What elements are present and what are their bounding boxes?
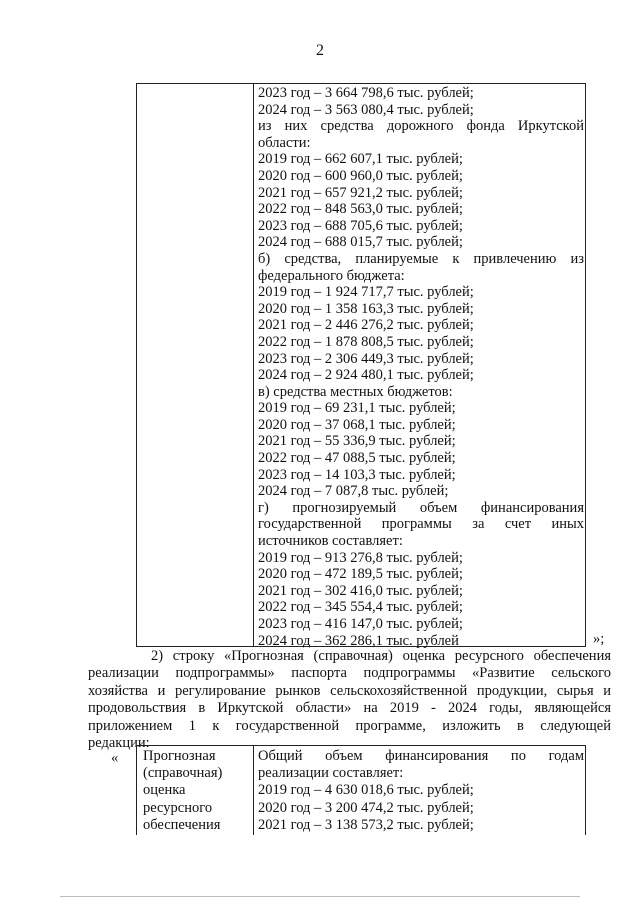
row-value-cell: [258, 748, 584, 834]
page-number: 2: [316, 42, 324, 59]
table-line: 2019 год – 4 630 018,6 тыс. рублей;: [258, 782, 474, 799]
table-line: 2024 год – 7 087,8 тыс. рублей;: [258, 483, 449, 500]
table-line: федерального бюджета:: [258, 267, 405, 284]
table-line: б) средства, планируемые к привлечению из: [258, 250, 584, 267]
table-line: 2019 год – 69 231,1 тыс. рублей;: [258, 400, 456, 417]
table-line: 2023 год – 416 147,0 тыс. рублей;: [258, 616, 463, 632]
table-line: 2022 год – 848 563,0 тыс. рублей;: [258, 201, 463, 218]
table-line: 2023 год – 2 306 449,3 тыс. рублей;: [258, 350, 474, 367]
amendment-paragraph: [88, 648, 611, 752]
table-line: 2022 год – 345 554,4 тыс. рублей;: [258, 599, 463, 616]
row-header-line: Прогнозная: [143, 748, 216, 764]
row-header-line: обеспечения: [143, 816, 221, 833]
table-line: 2021 год – 55 336,9 тыс. рублей;: [258, 433, 456, 450]
table-line: 2021 год – 302 416,0 тыс. рублей;: [258, 582, 463, 599]
table-line: области:: [258, 134, 311, 151]
table-line: государственной программы за счет иных: [258, 516, 584, 533]
table-line: Общий объем финансирования по годам: [258, 748, 584, 764]
table-line: 2024 год – 688 015,7 тыс. рублей;: [258, 234, 463, 251]
table-line: 2021 год – 3 138 573,2 тыс. рублей;: [258, 816, 474, 833]
table-line: г) прогнозируемый объем финансирования: [258, 499, 584, 516]
table-line: 2020 год – 37 068,1 тыс. рублей;: [258, 416, 456, 433]
opening-quote: «: [111, 750, 119, 766]
paragraph-line: продовольствия в Иркутской области» на 2019 - 2024 годы, являющейся: [88, 700, 611, 717]
table-line: 2024 год – 2 924 480,1 тыс. рублей;: [258, 367, 474, 384]
table-line: реализации составляет:: [258, 765, 404, 782]
paragraph-line: 2) строку «Прогнозная (справочная) оценка ресурсного обеспечения: [151, 648, 611, 664]
table-line: 2023 год – 3 664 798,6 тыс. рублей;: [258, 85, 474, 101]
paragraph-line: хозяйства и регулирование рынков сельскохозяйственной продукции, сырья и: [88, 682, 611, 699]
table-line: 2020 год – 472 189,5 тыс. рублей;: [258, 566, 463, 583]
closing-quote: »;: [593, 631, 605, 647]
row-header-line: оценка: [143, 782, 186, 799]
table-line: 2021 год – 657 921,2 тыс. рублей;: [258, 184, 463, 201]
table-line: 2019 год – 1 924 717,7 тыс. рублей;: [258, 284, 474, 301]
table-line: источников составляет:: [258, 533, 403, 550]
table-line: 2023 год – 688 705,6 тыс. рублей;: [258, 217, 463, 234]
table-line: 2022 год – 1 878 808,5 тыс. рублей;: [258, 333, 474, 350]
table-line: 2023 год – 14 103,3 тыс. рублей;: [258, 466, 456, 483]
table-line: 2024 год – 362 286,1 тыс. рублей: [258, 632, 459, 649]
column-divider: [253, 746, 254, 835]
table-line: 2024 год – 3 563 080,4 тыс. рублей;: [258, 101, 474, 118]
paragraph-line: приложением 1 к государственной программе, изложить в следующей: [88, 717, 611, 734]
table-line: из них средства дорожного фонда Иркутской: [258, 118, 584, 135]
table-line: 2019 год – 913 276,8 тыс. рублей;: [258, 549, 463, 566]
table-line: 2020 год – 3 200 474,2 тыс. рублей;: [258, 799, 474, 816]
row-header-line: ресурсного: [143, 799, 213, 816]
paragraph-line: реализации подпрограммы» паспорта подпрограммы «Развитие сельского: [88, 665, 611, 682]
scan-edge-divider: [60, 896, 580, 897]
financing-table-continued: [136, 83, 586, 647]
financing-cell-text: [258, 85, 584, 649]
table-line: 2020 год – 1 358 163,3 тыс. рублей;: [258, 300, 474, 317]
table-line: в) средства местных бюджетов:: [258, 383, 453, 400]
paragraph-line: редакции:: [88, 734, 150, 751]
row-header-cell: [143, 748, 249, 834]
column-divider: [253, 84, 254, 646]
row-header-line: (справочная): [143, 765, 223, 782]
forecast-table: [136, 745, 586, 835]
table-line: 2021 год – 2 446 276,2 тыс. рублей;: [258, 317, 474, 334]
table-line: 2022 год – 47 088,5 тыс. рублей;: [258, 450, 456, 467]
table-line: 2019 год – 662 607,1 тыс. рублей;: [258, 151, 463, 168]
table-line: 2020 год – 600 960,0 тыс. рублей;: [258, 167, 463, 184]
